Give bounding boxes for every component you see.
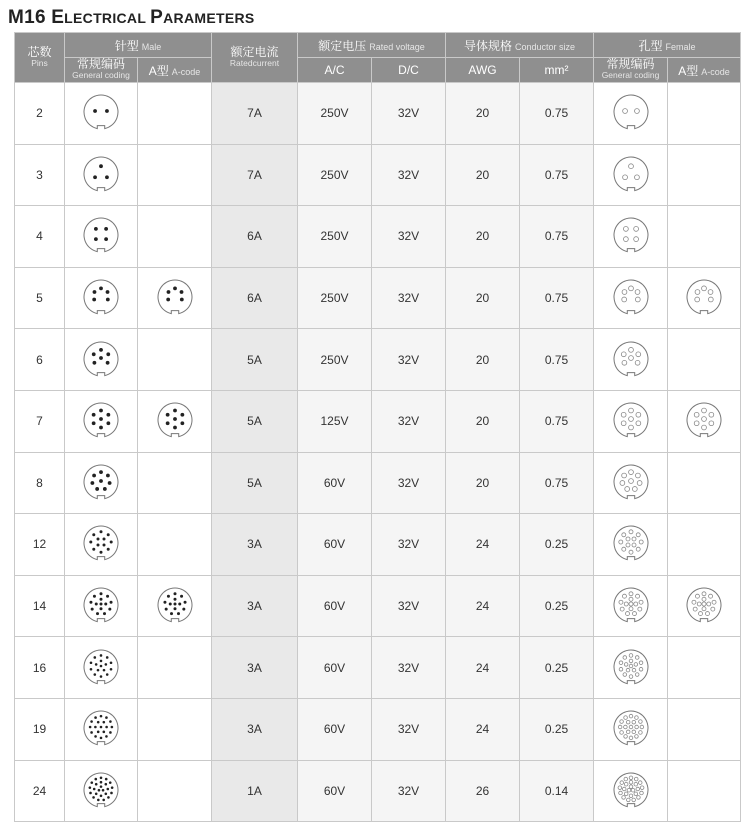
cell-pins: 24 — [15, 760, 65, 822]
cell-male-general — [65, 514, 138, 576]
cell-female-general — [594, 390, 668, 452]
table-row — [15, 83, 741, 145]
cell-female-acode — [668, 637, 741, 699]
electrical-parameters-table — [14, 32, 741, 822]
cell-awg: 20 — [446, 206, 520, 268]
cell-rated-current: 5A — [212, 452, 298, 514]
cell-pins: 8 — [15, 452, 65, 514]
male-connector-icon — [75, 211, 127, 261]
header-male-general-en: General coding — [72, 70, 130, 80]
female-connector-icon — [605, 581, 657, 631]
cell-male-acode — [138, 514, 212, 576]
female-connector-icon — [605, 396, 657, 446]
header-awg: AWG — [446, 58, 520, 83]
header-voltage-cn: 额定电压 — [318, 38, 367, 53]
cell-pins: 5 — [15, 267, 65, 329]
header-conductor-en: Conductor size — [515, 41, 576, 52]
cell-rated-current: 3A — [212, 698, 298, 760]
cell-voltage-dc: 32V — [372, 267, 446, 329]
female-connector-icon — [605, 519, 657, 569]
cell-female-general — [594, 144, 668, 206]
cell-voltage-ac: 60V — [298, 637, 372, 699]
cell-female-general — [594, 329, 668, 391]
cell-voltage-ac: 250V — [298, 267, 372, 329]
female-connector-icon — [605, 458, 657, 508]
male-acode-connector-icon — [149, 273, 201, 323]
cell-voltage-ac: 60V — [298, 452, 372, 514]
table-row — [15, 267, 741, 329]
header-male — [65, 33, 212, 58]
cell-rated-current: 6A — [212, 267, 298, 329]
table-row — [15, 390, 741, 452]
cell-male-general — [65, 206, 138, 268]
cell-male-acode — [138, 698, 212, 760]
female-connector-icon — [605, 211, 657, 261]
cell-awg: 24 — [446, 575, 520, 637]
cell-male-acode — [138, 267, 212, 329]
cell-mm2: 0.75 — [520, 144, 594, 206]
cell-voltage-dc: 32V — [372, 206, 446, 268]
cell-awg: 20 — [446, 390, 520, 452]
table-row — [15, 637, 741, 699]
header-female-acode — [668, 58, 741, 83]
cell-rated-current: 3A — [212, 575, 298, 637]
cell-voltage-dc: 32V — [372, 575, 446, 637]
cell-mm2: 0.75 — [520, 267, 594, 329]
table-row — [15, 698, 741, 760]
table-row — [15, 144, 741, 206]
cell-female-general — [594, 637, 668, 699]
cell-voltage-dc: 32V — [372, 390, 446, 452]
male-connector-icon — [75, 335, 127, 385]
cell-female-general — [594, 452, 668, 514]
header-conductor — [446, 33, 594, 58]
header-conductor-cn: 导体规格 — [463, 38, 512, 53]
cell-rated-current: 3A — [212, 514, 298, 576]
cell-female-general — [594, 83, 668, 145]
cell-female-acode — [668, 760, 741, 822]
cell-male-acode — [138, 390, 212, 452]
cell-pins: 4 — [15, 206, 65, 268]
cell-female-acode — [668, 83, 741, 145]
cell-female-acode — [668, 206, 741, 268]
cell-mm2: 0.75 — [520, 452, 594, 514]
cell-pins: 7 — [15, 390, 65, 452]
header-male-general-cn: 常规编码 — [76, 57, 125, 71]
header-female-acode-cn: A型 — [678, 63, 699, 78]
cell-mm2: 0.75 — [520, 206, 594, 268]
header-female-general-cn: 常规编码 — [606, 57, 655, 71]
header-male-acode-en: A-code — [171, 66, 201, 77]
header-rated-en: Ratedcurrent — [229, 57, 280, 68]
male-connector-icon — [75, 766, 127, 816]
cell-pins: 16 — [15, 637, 65, 699]
cell-voltage-dc: 32V — [372, 514, 446, 576]
female-connector-icon — [605, 273, 657, 323]
cell-male-acode — [138, 575, 212, 637]
cell-voltage-ac: 250V — [298, 83, 372, 145]
cell-male-general — [65, 637, 138, 699]
cell-mm2: 0.25 — [520, 698, 594, 760]
cell-male-acode — [138, 83, 212, 145]
table-row — [15, 760, 741, 822]
cell-pins: 3 — [15, 144, 65, 206]
cell-awg: 20 — [446, 452, 520, 514]
header-voltage — [298, 33, 446, 58]
page-title — [8, 3, 255, 31]
cell-mm2: 0.25 — [520, 637, 594, 699]
cell-pins: 12 — [15, 514, 65, 576]
cell-voltage-dc: 32V — [372, 452, 446, 514]
header-dc: D/C — [372, 58, 446, 83]
cell-female-acode — [668, 267, 741, 329]
title-text: ELECTRICAL PARAMETERS — [51, 7, 255, 28]
cell-rated-current: 5A — [212, 390, 298, 452]
table-row — [15, 514, 741, 576]
cell-pins: 14 — [15, 575, 65, 637]
cell-male-general — [65, 267, 138, 329]
cell-male-acode — [138, 206, 212, 268]
female-acode-connector-icon — [678, 273, 730, 323]
title-model: M16 — [8, 7, 46, 28]
male-connector-icon — [75, 150, 127, 200]
table-row — [15, 206, 741, 268]
cell-female-acode — [668, 329, 741, 391]
cell-male-general — [65, 575, 138, 637]
cell-female-general — [594, 575, 668, 637]
cell-male-general — [65, 698, 138, 760]
header-female-general-en: General coding — [601, 70, 660, 80]
male-connector-icon — [75, 519, 127, 569]
cell-pins: 19 — [15, 698, 65, 760]
cell-male-general — [65, 329, 138, 391]
cell-pins: 6 — [15, 329, 65, 391]
header-pins-cn: 芯数 — [27, 44, 52, 59]
cell-voltage-dc: 32V — [372, 144, 446, 206]
cell-awg: 20 — [446, 329, 520, 391]
cell-female-general — [594, 760, 668, 822]
header-ac: A/C — [298, 58, 372, 83]
cell-pins: 2 — [15, 83, 65, 145]
female-connector-icon — [605, 88, 657, 138]
female-acode-connector-icon — [678, 581, 730, 631]
cell-rated-current: 3A — [212, 637, 298, 699]
header-pins — [15, 33, 65, 83]
cell-voltage-dc: 32V — [372, 760, 446, 822]
cell-female-acode — [668, 452, 741, 514]
header-male-en: Male — [141, 41, 162, 52]
cell-voltage-ac: 60V — [298, 514, 372, 576]
cell-voltage-ac: 60V — [298, 575, 372, 637]
female-connector-icon — [605, 643, 657, 693]
cell-female-acode — [668, 390, 741, 452]
cell-male-acode — [138, 637, 212, 699]
male-connector-icon — [75, 643, 127, 693]
header-rated-current — [212, 33, 298, 83]
cell-awg: 24 — [446, 637, 520, 699]
cell-voltage-ac: 250V — [298, 329, 372, 391]
header-female-general — [594, 58, 668, 83]
cell-rated-current: 6A — [212, 206, 298, 268]
female-connector-icon — [605, 150, 657, 200]
cell-mm2: 0.75 — [520, 83, 594, 145]
cell-male-general — [65, 144, 138, 206]
male-connector-icon — [75, 581, 127, 631]
cell-male-general — [65, 83, 138, 145]
female-connector-icon — [605, 335, 657, 385]
cell-voltage-dc: 32V — [372, 637, 446, 699]
cell-female-general — [594, 698, 668, 760]
male-connector-icon — [75, 88, 127, 138]
male-acode-connector-icon — [149, 581, 201, 631]
cell-voltage-ac: 60V — [298, 760, 372, 822]
header-male-acode — [138, 58, 212, 83]
cell-mm2: 0.14 — [520, 760, 594, 822]
female-connector-icon — [605, 704, 657, 754]
cell-male-general — [65, 452, 138, 514]
cell-female-general — [594, 267, 668, 329]
cell-voltage-ac: 250V — [298, 144, 372, 206]
header-female-en: Female — [665, 41, 696, 52]
cell-male-acode — [138, 329, 212, 391]
cell-female-general — [594, 206, 668, 268]
cell-rated-current: 7A — [212, 144, 298, 206]
cell-male-acode — [138, 452, 212, 514]
male-connector-icon — [75, 704, 127, 754]
header-male-cn: 针型 — [114, 38, 139, 53]
cell-awg: 20 — [446, 144, 520, 206]
header-female-acode-en: A-code — [701, 66, 730, 77]
table-row — [15, 452, 741, 514]
table-row — [15, 575, 741, 637]
header-male-general — [65, 58, 138, 83]
cell-voltage-ac: 125V — [298, 390, 372, 452]
cell-female-acode — [668, 698, 741, 760]
cell-female-general — [594, 514, 668, 576]
cell-voltage-dc: 32V — [372, 83, 446, 145]
cell-female-acode — [668, 575, 741, 637]
cell-awg: 20 — [446, 267, 520, 329]
cell-awg: 24 — [446, 514, 520, 576]
cell-voltage-dc: 32V — [372, 698, 446, 760]
cell-rated-current: 7A — [212, 83, 298, 145]
cell-mm2: 0.25 — [520, 575, 594, 637]
cell-rated-current: 1A — [212, 760, 298, 822]
cell-voltage-ac: 60V — [298, 698, 372, 760]
cell-mm2: 0.25 — [520, 514, 594, 576]
female-acode-connector-icon — [678, 396, 730, 446]
header-mm2: mm² — [520, 58, 594, 83]
cell-awg: 24 — [446, 698, 520, 760]
male-connector-icon — [75, 458, 127, 508]
cell-male-acode — [138, 760, 212, 822]
male-acode-connector-icon — [149, 396, 201, 446]
cell-voltage-dc: 32V — [372, 329, 446, 391]
header-female-cn: 孔型 — [638, 38, 663, 53]
female-connector-icon — [605, 766, 657, 816]
cell-female-acode — [668, 144, 741, 206]
table-body — [15, 83, 741, 822]
cell-voltage-ac: 250V — [298, 206, 372, 268]
cell-male-general — [65, 390, 138, 452]
male-connector-icon — [75, 396, 127, 446]
table-row — [15, 329, 741, 391]
header-pins-en: Pins — [31, 57, 48, 68]
cell-awg: 26 — [446, 760, 520, 822]
cell-rated-current: 5A — [212, 329, 298, 391]
male-connector-icon — [75, 273, 127, 323]
header-male-acode-cn: A型 — [148, 63, 169, 78]
cell-female-acode — [668, 514, 741, 576]
cell-awg: 20 — [446, 83, 520, 145]
cell-male-acode — [138, 144, 212, 206]
header-rated-cn: 额定电流 — [230, 44, 279, 59]
cell-mm2: 0.75 — [520, 390, 594, 452]
cell-mm2: 0.75 — [520, 329, 594, 391]
cell-male-general — [65, 760, 138, 822]
header-voltage-en: Rated voltage — [369, 41, 425, 52]
header-female — [594, 33, 741, 58]
